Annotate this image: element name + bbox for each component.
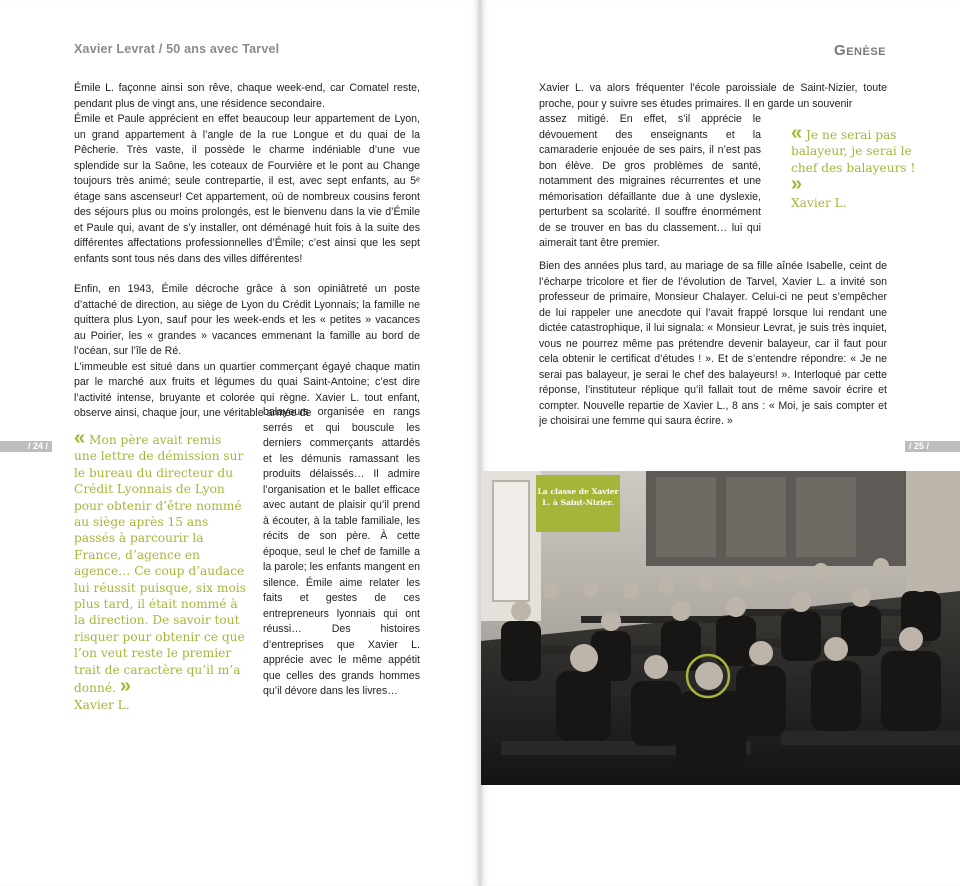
open-quote-mark: « xyxy=(74,427,86,449)
paragraph: Émile et Paule apprécient en effet beaucoup leur appartement de Lyon, un grand appartement à l’angle de la rue Longue et du quai de la Pêcherie. Très vaste, il possède le charme indéniable d’une vue splendide sur la Saône, les coteaux de Fourvière et le pont au Change toujours très animé; seule contrepartie, il est, avec sept enfants, au 5ᵉ étage sans ascenseur! Cet appartement, où de nombreux cousins feront des séjours plus ou moins prolongés, est le bienvenu dans la vie d’Émile et Paule qui, avant de s’y installer, ont déménagé huit fois à la suite des différentes affectations professionnelles d’Émile; c’est ainsi que les sept enfants sont tous nés dans des villes différentes! xyxy=(74,113,420,265)
body-paragraph-bottom xyxy=(539,259,887,430)
classroom-photo xyxy=(481,471,960,785)
pull-quote xyxy=(74,427,246,713)
right-page xyxy=(481,0,960,886)
page-number: / 24 / xyxy=(0,441,52,452)
paragraph: Xavier L. va alors fréquenter l’école paroissiale de Saint-Nizier, toute proche, pour y suivre ses études primaires. Il en garde un souvenir xyxy=(539,82,887,110)
paragraph: L’immeuble est situé dans un quartier commerçant égayé chaque matin par le marché aux fruits et légumes du quai Saint-Antoine; c’est dire l’activité intense, bruyante et colorée qui règne. Xavier L. tout enfant, observe ainsi, chaque jour, une véritable armée de xyxy=(74,360,420,419)
photo-caption: La classe de Xavier L. à Saint-Nizier. xyxy=(536,475,620,532)
pull-quote-author: Xavier L. xyxy=(791,195,847,210)
pull-quote-text: Mon père avait remis une lettre de démission sur le bureau du directeur du Crédit Lyonnais de Lyon pour obtenir d’être nommé au siège après 15 ans passés à parcourir la France, d’agence en agence… Ce coup d’audace lui réussit puisque, six mois plus tard, il était nommé à la direction. De savoir tout risquer pour obtenir ce que l’on veut reste le premier trait de caractère qu’il m’a donné. xyxy=(74,433,246,696)
body-paragraph-wrapped xyxy=(539,112,761,252)
paragraph: Bien des années plus tard, au mariage de sa fille aînée Isabelle, ceint de l’écharpe tricolore et fier de l’évolution de Tarvel, Xavier L. a invité son professeur de primaire, Monsieur Chalayer. Celui-ci ne peut s’empêcher de lui rappeler une anecdote qui l’avait frappé lorsque lui rendant une dictée catastrophique, il lui signala: « Monsieur Levrat, je suis très inquiet, vous ne pourrez même pas prétendre devenir balayeur, car il faut pour cela obtenir le certificat d’études ! ». Et de s’entendre répondre: « Je ne serai pas balayeur, je serai le chef des balayeurs! ». Interloqué par cette réponse, l’instituteur réplique qu’il fallait tout de même savoir écrire et compter. Nouvelle repartie de Xavier L., 8 ans : « Moi, je sais compter et je choisirai une femme qui saura écrire. » xyxy=(539,260,887,427)
paragraph: Enfin, en 1943, Émile décroche grâce à son opiniâtreté un poste d’attaché de direction, au siège de Lyon du Crédit Lyonnais; la famille ne quittera plus Lyon, sauf pour les week-ends et les « petites » vacances au Poirier, les « grandes » vacances emmenant la famille au bord de l’océan, sur l’île de Ré. xyxy=(74,283,420,357)
running-header: Xavier Levrat / 50 ans avec Tarvel xyxy=(74,42,280,56)
left-page xyxy=(0,0,479,886)
body-column-wrap xyxy=(263,405,420,700)
section-header: Genèse xyxy=(834,42,886,59)
pull-quote-text: Je ne serai pas balayeur, je serai le chef des balayeurs ! xyxy=(791,128,916,175)
paragraph: balayeurs organisée en rangs serrés et qui bouscule les derniers commerçants attardés et les démunis ramassant les produits délaissés… Il admire l’organisation et le ballet efficace avec autant de plaisir qu’il prend à écouter, à la table familiale, les récits de son père. À cette époque, seul le chef de famille a la parole; les enfants mangent en silence. Émile aime relater les faits et gestes de ces entrepreneurs lyonnais qui ont réussi… Des histoires d’entreprises que Xavier L. apprécie avec le même appétit que celles des grands hommes qu’il dévore dans les livres… xyxy=(263,406,420,697)
paragraph: Émile L. façonne ainsi son rêve, chaque week-end, car Comatel reste, pendant plus de vingt ans, une résidence secondaire. xyxy=(74,82,420,110)
body-column-top xyxy=(74,81,420,422)
close-quote-mark: » xyxy=(119,675,131,698)
open-quote-mark: « xyxy=(791,122,803,144)
body-paragraph-top xyxy=(539,81,887,112)
paragraph: assez mitigé. En effet, s’il apprécie le dévouement des enseignants et la camaraderie enjouée de ses pairs, il n’est pas bon élève. De gros problèmes de santé, notamment des migraines récurrentes et une mémorisation défaillante due à une dyslexie, perturbent sa scolarité. Il souffre énormément de se trouver en bas du classement… lui qui aimerait tant être premier. xyxy=(539,113,761,249)
page-number: / 25 / xyxy=(905,441,960,452)
pull-quote-author: Xavier L. xyxy=(74,697,130,712)
close-quote-mark: » xyxy=(791,173,803,196)
pull-quote xyxy=(791,122,921,211)
